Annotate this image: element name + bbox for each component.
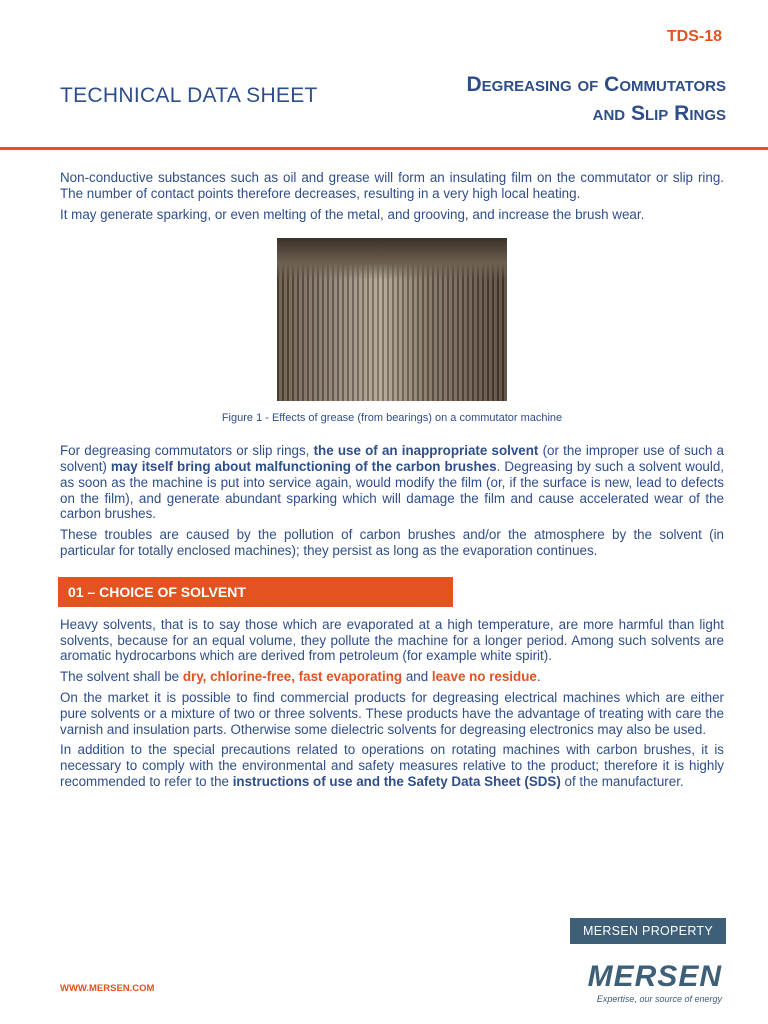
header-divider	[0, 147, 768, 150]
document-type-label: TECHNICAL DATA SHEET	[60, 84, 318, 107]
mersen-logo	[572, 960, 722, 1016]
page-title-line-2: and Slip Rings	[592, 102, 726, 125]
page-title	[467, 70, 727, 128]
document-body	[60, 170, 724, 795]
intro-paragraph-2: It may generate sparking, or even melting of the metal, and grooving, and increase the brush wear.	[60, 206, 645, 222]
figure-caption: Figure 1 - Effects of grease (from bearings) on a commutator machine	[221, 412, 563, 425]
section-paragraph-4: In addition to the special precautions related to operations on rotating machines with carbon brushes, it is necessary to comply with the environmental and safety measures relative to the product; therefore it is highly recommended to refer to the instructions of use and the Safety Data Sheet (SDS) of the manufacturer.	[60, 742, 724, 789]
section-paragraph-1: Heavy solvents, that is to say those which are evaporated at a high temperature, are more harmful than light solvents, because for an equal volume, they pollute the machine for a longer period. Among such solvents are aromatic hydrocarbons which are derived from petroleum (for example white spirit).	[60, 616, 724, 664]
brush-holder-area	[277, 238, 507, 280]
body-paragraph-1: For degreasing commutators or slip rings, the use of an inappropriate solvent (or the improper use of such a solvent) may itself bring about malfunctioning of the carbon brushes. Degreasing by such a solvent would, as soon as the machine is put into service again, would modify the film (or, if the surface is new, lead to defects on the film), and generate abundant sparking which will damage the film and cause accelerated wear of the carbon brushes.	[60, 443, 724, 522]
logo-wordmark: MERSEN	[587, 960, 722, 993]
property-badge: MERSEN PROPERTY	[570, 918, 726, 944]
page-title-line-1: Degreasing of Commutators	[466, 73, 726, 96]
website-link[interactable]: WWW.MERSEN.COM	[60, 983, 155, 994]
section-paragraph-2: The solvent shall be dry, chlorine-free, fast evaporating and leave no residue.	[60, 669, 541, 685]
body-paragraph-2: These troubles are caused by the pollution of carbon brushes and/or the atmosphere by the solvent (in particular for totally enclosed machines); they persist as long as the evaporation continues.	[60, 527, 724, 558]
intro-paragraph-1: Non-conductive substances such as oil and grease will form an insulating film on the commutator or slip ring. The number of contact points therefore decreases, resulting in a very high local heating.	[60, 170, 724, 201]
document-code: TDS-18	[666, 28, 722, 45]
commutator-photo	[277, 238, 507, 401]
section-paragraph-3: On the market it is possible to find commercial products for degreasing electrical machines which are either pure solvents or a mixture of two or three solvents. These products have the advantage of treating with care the varnish and insulation parts. Otherwise some dielectric solvents for degreasing electronics may also be used.	[60, 689, 724, 737]
logo-tagline: Expertise, our source of energy	[596, 994, 722, 1004]
section-heading-choice-of-solvent: 01 – CHOICE OF SOLVENT	[58, 577, 453, 607]
